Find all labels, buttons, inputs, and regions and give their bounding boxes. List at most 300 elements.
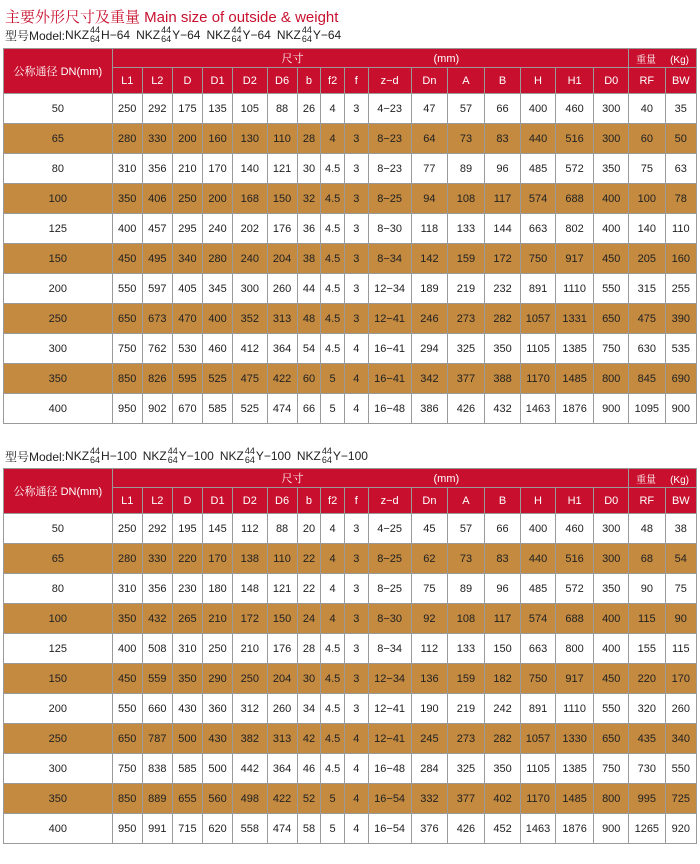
column-header: z−d <box>368 488 411 514</box>
table-cell: 4 <box>321 124 345 154</box>
fraction-denominator: 64 <box>161 34 172 44</box>
table-cell: 170 <box>665 664 696 694</box>
column-header: BW <box>665 68 696 94</box>
table-row <box>4 364 697 394</box>
table-cell: 295 <box>172 214 202 244</box>
table-cell: 650 <box>594 304 629 334</box>
column-header: D0 <box>594 488 629 514</box>
table-cell: 170 <box>202 544 232 574</box>
table-cell: 90 <box>665 604 696 634</box>
table-cell: 400 <box>521 94 555 124</box>
table-cell: 800 <box>555 634 594 664</box>
table-cell: 595 <box>172 364 202 394</box>
table-cell: 3 <box>344 514 368 544</box>
model-prefix: NKZ <box>219 449 244 463</box>
table-cell: 550 <box>594 694 629 724</box>
column-header: f2 <box>321 488 345 514</box>
table-cell: 1876 <box>555 814 594 844</box>
table-cell: 4.5 <box>321 664 345 694</box>
table-cell: 182 <box>484 664 521 694</box>
table-cell: 16−41 <box>368 334 411 364</box>
table-cell: 200 <box>4 694 113 724</box>
table-cell: 1485 <box>555 364 594 394</box>
table-cell: 422 <box>267 784 297 814</box>
table-row <box>4 124 697 154</box>
table-cell: 16−48 <box>368 394 411 424</box>
table-cell: 474 <box>267 814 297 844</box>
table-cell: 142 <box>411 244 448 274</box>
table-cell: 485 <box>521 154 555 184</box>
table-cell: 121 <box>267 154 297 184</box>
table-cell: 118 <box>411 214 448 244</box>
table-cell: 89 <box>448 154 485 184</box>
table-row <box>4 544 697 574</box>
table-cell: 340 <box>172 244 202 274</box>
table-cell: 891 <box>521 694 555 724</box>
table-cell: 422 <box>267 364 297 394</box>
table-cell: 250 <box>4 724 113 754</box>
table-cell: 330 <box>142 124 172 154</box>
table-cell: 66 <box>297 394 321 424</box>
table-cell: 145 <box>202 514 232 544</box>
fraction-denominator: 64 <box>321 455 332 465</box>
table-cell: 4.5 <box>321 634 345 664</box>
table-cell: 160 <box>202 124 232 154</box>
table-cell: 889 <box>142 784 172 814</box>
table-cell: 838 <box>142 754 172 784</box>
model-label: 型号Model: <box>5 28 66 43</box>
model-suffix: H−64 <box>101 28 131 42</box>
table-cell: 390 <box>665 304 696 334</box>
table-cell: 310 <box>112 574 142 604</box>
table-cell: 8−30 <box>368 604 411 634</box>
table-cell: 250 <box>112 514 142 544</box>
table-cell: 88 <box>267 514 297 544</box>
table-cell: 516 <box>555 544 594 574</box>
table-cell: 300 <box>594 94 629 124</box>
table-cell: 655 <box>172 784 202 814</box>
table-cell: 572 <box>555 574 594 604</box>
table-row <box>4 814 697 844</box>
table-cell: 457 <box>142 214 172 244</box>
table-cell: 176 <box>267 214 297 244</box>
table-cell: 159 <box>448 664 485 694</box>
table-cell: 12−41 <box>368 304 411 334</box>
table-cell: 995 <box>629 784 666 814</box>
table-cell: 8−34 <box>368 244 411 274</box>
model-prefix: NKZ <box>136 28 161 42</box>
table-cell: 4.5 <box>321 154 345 184</box>
table-cell: 400 <box>4 394 113 424</box>
table-cell: 650 <box>112 724 142 754</box>
column-header: D1 <box>202 488 232 514</box>
table-cell: 475 <box>233 364 267 394</box>
model-code <box>143 447 214 465</box>
table-cell: 80 <box>4 574 113 604</box>
model-fraction <box>302 26 312 44</box>
column-header: D2 <box>233 68 267 94</box>
table-cell: 310 <box>112 154 142 184</box>
table-cell: 1463 <box>521 814 555 844</box>
fraction-numerator: 44 <box>301 25 312 35</box>
table-cell: 300 <box>4 334 113 364</box>
table-cell: 320 <box>629 694 666 724</box>
table-cell: 204 <box>267 244 297 274</box>
model-fraction <box>322 447 332 465</box>
column-header: D1 <box>202 68 232 94</box>
table-cell: 4 <box>321 544 345 574</box>
header-row <box>4 469 697 488</box>
table-cell: 47 <box>411 94 448 124</box>
table-cell: 620 <box>202 814 232 844</box>
table-cell: 350 <box>594 154 629 184</box>
table-cell: 140 <box>233 154 267 184</box>
dimensions-label: 尺寸 <box>281 53 304 65</box>
table-cell: 73 <box>448 124 485 154</box>
table-cell: 1170 <box>521 364 555 394</box>
table-cell: 115 <box>629 604 666 634</box>
table-cell: 4 <box>344 394 368 424</box>
table-cell: 300 <box>594 544 629 574</box>
model-fraction <box>168 447 178 465</box>
table-cell: 3 <box>344 154 368 184</box>
table-cell: 96 <box>484 154 521 184</box>
column-header: L2 <box>142 68 172 94</box>
table-cell: 3 <box>344 544 368 574</box>
table-cell: 4.5 <box>321 244 345 274</box>
model-fraction <box>90 447 100 465</box>
page-title: 主要外形尺寸及重量 Main size of outside & weight <box>5 9 339 26</box>
table-cell: 400 <box>4 814 113 844</box>
table-cell: 3 <box>344 634 368 664</box>
model-prefix: NKZ <box>65 449 90 463</box>
table-row <box>4 214 697 244</box>
table-cell: 190 <box>411 694 448 724</box>
table-cell: 4 <box>321 574 345 604</box>
table-cell: 900 <box>594 814 629 844</box>
table-cell: 435 <box>629 724 666 754</box>
model-code <box>297 447 368 465</box>
table-cell: 273 <box>448 724 485 754</box>
table-cell: 204 <box>267 664 297 694</box>
table-cell: 845 <box>629 364 666 394</box>
model-prefix: NKZ <box>142 449 167 463</box>
table-cell: 525 <box>233 394 267 424</box>
table-cell: 112 <box>411 634 448 664</box>
table-cell: 66 <box>484 94 521 124</box>
table-cell: 450 <box>112 664 142 694</box>
table-cell: 315 <box>629 274 666 304</box>
table-cell: 430 <box>172 694 202 724</box>
table-cell: 22 <box>297 574 321 604</box>
fraction-denominator: 64 <box>301 34 312 44</box>
table-cell: 40 <box>629 94 666 124</box>
table-cell: 750 <box>521 244 555 274</box>
column-header: Dn <box>411 68 448 94</box>
column-header: D6 <box>267 488 297 514</box>
table-cell: 826 <box>142 364 172 394</box>
table-cell: 426 <box>448 814 485 844</box>
table-cell: 83 <box>484 544 521 574</box>
model-suffix: H−100 <box>101 449 137 463</box>
table-cell: 730 <box>629 754 666 784</box>
table-cell: 273 <box>448 304 485 334</box>
fraction-denominator: 64 <box>167 455 178 465</box>
table-cell: 138 <box>233 544 267 574</box>
table-cell: 450 <box>112 244 142 274</box>
table-cell: 440 <box>521 124 555 154</box>
table-cell: 342 <box>411 364 448 394</box>
table-cell: 75 <box>629 154 666 184</box>
model-code <box>65 447 137 465</box>
table-cell: 24 <box>297 604 321 634</box>
column-header: D <box>172 68 202 94</box>
column-header: L1 <box>112 68 142 94</box>
table-cell: 673 <box>142 304 172 334</box>
table-cell: 50 <box>4 94 113 124</box>
table-row <box>4 724 697 754</box>
table-cell: 442 <box>233 754 267 784</box>
table-cell: 4 <box>344 724 368 754</box>
table-cell: 57 <box>448 514 485 544</box>
table-cell: 4 <box>321 94 345 124</box>
model-suffix: Y−64 <box>312 28 342 42</box>
column-header: z−d <box>368 68 411 94</box>
table-cell: 16−41 <box>368 364 411 394</box>
table-row <box>4 274 697 304</box>
table-cell: 176 <box>267 634 297 664</box>
table-cell: 650 <box>112 304 142 334</box>
table-cell: 125 <box>4 634 113 664</box>
table-cell: 265 <box>172 604 202 634</box>
table-cell: 125 <box>4 214 113 244</box>
table-cell: 280 <box>112 544 142 574</box>
table-cell: 28 <box>297 124 321 154</box>
column-header: H <box>521 488 555 514</box>
column-header: Dn <box>411 488 448 514</box>
weight-label: 重量 <box>636 474 657 486</box>
table-cell: 1170 <box>521 784 555 814</box>
table-cell: 48 <box>629 514 666 544</box>
table-cell: 900 <box>665 394 696 424</box>
table-cell: 345 <box>202 274 232 304</box>
table-cell: 202 <box>233 214 267 244</box>
table-cell: 140 <box>629 214 666 244</box>
table-cell: 172 <box>484 244 521 274</box>
table-cell: 3 <box>344 304 368 334</box>
table-cell: 5 <box>321 364 345 394</box>
column-header: RF <box>629 68 666 94</box>
table-cell: 189 <box>411 274 448 304</box>
column-header: L2 <box>142 488 172 514</box>
table-cell: 350 <box>112 604 142 634</box>
fraction-numerator: 44 <box>231 25 242 35</box>
table-cell: 65 <box>4 124 113 154</box>
table-cell: 4 <box>321 604 345 634</box>
table-cell: 42 <box>297 724 321 754</box>
table-cell: 432 <box>142 604 172 634</box>
table-cell: 155 <box>629 634 666 664</box>
table-row <box>4 334 697 364</box>
table-cell: 50 <box>4 514 113 544</box>
table-cell: 550 <box>112 694 142 724</box>
table-cell: 5 <box>321 814 345 844</box>
table-cell: 891 <box>521 274 555 304</box>
spec-table <box>3 468 697 844</box>
table-cell: 77 <box>411 154 448 184</box>
table-cell: 559 <box>142 664 172 694</box>
table-cell: 750 <box>594 754 629 784</box>
table-cell: 115 <box>665 634 696 664</box>
table-cell: 4 <box>344 784 368 814</box>
table-cell: 474 <box>267 394 297 424</box>
table-cell: 4 <box>344 814 368 844</box>
table-cell: 715 <box>172 814 202 844</box>
table-cell: 1385 <box>555 334 594 364</box>
table-cell: 168 <box>233 184 267 214</box>
table-cell: 440 <box>521 544 555 574</box>
table-cell: 220 <box>172 544 202 574</box>
table-cell: 574 <box>521 604 555 634</box>
table-cell: 210 <box>172 154 202 184</box>
table-cell: 4.5 <box>321 274 345 304</box>
table-cell: 110 <box>267 544 297 574</box>
table-cell: 310 <box>172 634 202 664</box>
table-cell: 38 <box>665 514 696 544</box>
table-cell: 130 <box>233 124 267 154</box>
dn-header: 公称通径 DN(mm) <box>4 469 113 514</box>
table-cell: 406 <box>142 184 172 214</box>
table-cell: 8−23 <box>368 154 411 184</box>
table-cell: 30 <box>297 664 321 694</box>
table-cell: 20 <box>297 514 321 544</box>
fraction-numerator: 44 <box>321 446 332 456</box>
table-cell: 26 <box>297 94 321 124</box>
table-cell: 560 <box>202 784 232 814</box>
table-cell: 50 <box>665 124 696 154</box>
model-suffix: Y−64 <box>172 28 201 42</box>
table-row <box>4 94 697 124</box>
weight-label: 重量 <box>636 54 657 66</box>
table-cell: 787 <box>142 724 172 754</box>
table-cell: 400 <box>521 514 555 544</box>
column-header: D2 <box>233 488 267 514</box>
table-cell: 8−23 <box>368 124 411 154</box>
table-cell: 4−25 <box>368 514 411 544</box>
table-row <box>4 244 697 274</box>
column-header: A <box>448 488 485 514</box>
table-row <box>4 574 697 604</box>
table-cell: 4.5 <box>321 724 345 754</box>
column-header: A <box>448 68 485 94</box>
table-cell: 52 <box>297 784 321 814</box>
table-cell: 330 <box>142 544 172 574</box>
table-row <box>4 634 697 664</box>
model-prefix: NKZ <box>65 28 90 42</box>
fraction-denominator: 64 <box>231 34 242 44</box>
table-cell: 350 <box>4 784 113 814</box>
table-cell: 3 <box>344 244 368 274</box>
table-cell: 350 <box>172 664 202 694</box>
table-cell: 8−30 <box>368 214 411 244</box>
table-cell: 4.5 <box>321 214 345 244</box>
table-cell: 1331 <box>555 304 594 334</box>
table-cell: 350 <box>594 574 629 604</box>
table-cell: 175 <box>172 94 202 124</box>
table-cell: 45 <box>411 514 448 544</box>
table-cell: 1385 <box>555 754 594 784</box>
table-cell: 240 <box>233 244 267 274</box>
table-cell: 750 <box>112 334 142 364</box>
table-cell: 250 <box>172 184 202 214</box>
table-cell: 340 <box>665 724 696 754</box>
table-cell: 663 <box>521 214 555 244</box>
table-cell: 3 <box>344 694 368 724</box>
table-cell: 516 <box>555 124 594 154</box>
table-cell: 205 <box>629 244 666 274</box>
table-cell: 170 <box>202 154 232 184</box>
table-cell: 300 <box>594 124 629 154</box>
table-cell: 530 <box>172 334 202 364</box>
column-header: H <box>521 68 555 94</box>
table-cell: 36 <box>297 214 321 244</box>
table-cell: 282 <box>484 724 521 754</box>
table-cell: 3 <box>344 604 368 634</box>
spec-table <box>3 48 697 424</box>
table-cell: 400 <box>594 604 629 634</box>
table-cell: 917 <box>555 244 594 274</box>
table-cell: 292 <box>142 514 172 544</box>
table-cell: 1265 <box>629 814 666 844</box>
table-row <box>4 184 697 214</box>
table-cell: 94 <box>411 184 448 214</box>
table-cell: 750 <box>521 664 555 694</box>
table-cell: 1105 <box>521 334 555 364</box>
table-cell: 450 <box>594 664 629 694</box>
table-cell: 400 <box>594 634 629 664</box>
table-cell: 121 <box>267 574 297 604</box>
table-cell: 762 <box>142 334 172 364</box>
table-cell: 802 <box>555 214 594 244</box>
table-cell: 1876 <box>555 394 594 424</box>
table-cell: 12−41 <box>368 724 411 754</box>
table-cell: 350 <box>484 334 521 364</box>
table-cell: 1105 <box>521 754 555 784</box>
table-cell: 260 <box>665 694 696 724</box>
table-cell: 352 <box>233 304 267 334</box>
model-line <box>5 446 374 466</box>
table-cell: 68 <box>629 544 666 574</box>
table-cell: 325 <box>448 754 485 784</box>
table-cell: 585 <box>202 394 232 424</box>
table-cell: 460 <box>555 94 594 124</box>
model-fraction <box>90 26 100 44</box>
table-cell: 63 <box>665 154 696 184</box>
column-header: f2 <box>321 68 345 94</box>
column-header: RF <box>629 488 666 514</box>
fraction-denominator: 64 <box>90 34 101 44</box>
table-cell: 290 <box>202 664 232 694</box>
table-cell: 117 <box>484 184 521 214</box>
table-cell: 1330 <box>555 724 594 754</box>
table-cell: 377 <box>448 784 485 814</box>
table-cell: 44 <box>297 274 321 304</box>
table-cell: 172 <box>233 604 267 634</box>
table-cell: 280 <box>112 124 142 154</box>
table-cell: 92 <box>411 604 448 634</box>
table-row <box>4 604 697 634</box>
table-cell: 688 <box>555 604 594 634</box>
